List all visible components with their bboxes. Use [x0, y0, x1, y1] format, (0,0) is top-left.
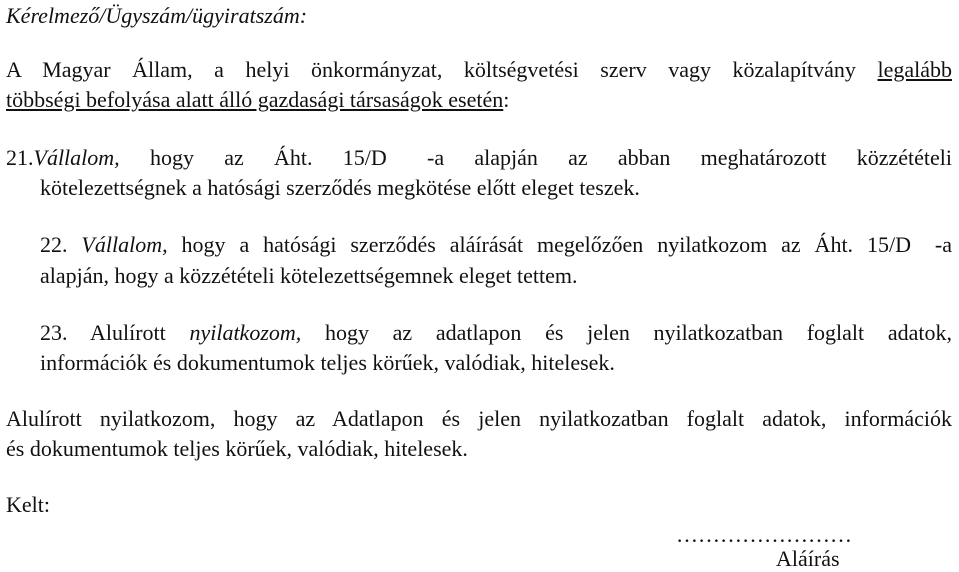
item-22-text-tail: -a — [934, 232, 952, 257]
item-21-text-tail: -a alapján az abban meghatározott közzétételi — [427, 145, 953, 170]
item-22-number: 22. — [40, 232, 68, 257]
item-23-line-1 — [40, 320, 952, 346]
item-21-line-2: kötelezettségnek a hatósági szerződés megkötése előtt eleget teszek. — [40, 175, 640, 200]
item-23-number: 23. — [40, 320, 68, 345]
item-23-text: hogy az adatlapon és jelen nyilatkozatban foglalt adatok, — [324, 320, 952, 345]
item-23-emphasis: nyilatkozom, — [189, 320, 302, 345]
item-21-text: hogy az Áht. 15/D — [149, 145, 387, 170]
item-21-line-1 — [6, 145, 952, 171]
item-22-line-1 — [40, 232, 952, 258]
signature-dotted-line: …………………… — [676, 522, 852, 547]
item-23-pre: Alulírott — [89, 320, 166, 345]
intro-underlined-word: legalább — [877, 57, 953, 82]
intro-text: A Magyar Állam, a helyi önkormányzat, költségvetési szerv vagy közalapítvány — [6, 57, 856, 82]
item-22-line-2: alapján, hogy a közzétételi kötelezettségemnek eleget tettem. — [40, 263, 578, 288]
item-23-line-2: információk és dokumentumok teljes körűek, valódiak, hitelesek. — [40, 350, 615, 375]
closing-line-1: Alulírott nyilatkozom, hogy az Adatlapon és jelen nyilatkozatban foglalt adatok, információk — [6, 406, 952, 431]
intro-line-1 — [6, 57, 952, 83]
item-22-text: hogy a hatósági szerződés aláírását megelőzően nyilatkozom az Áht. 15/D — [181, 232, 911, 257]
item-21-number: 21. — [6, 145, 34, 170]
applicant-case-number-label: Kérelmező/Ügyszám/ügyiratszám: — [6, 3, 308, 28]
signature-label: Aláírás — [776, 546, 840, 571]
intro-underlined-phrase: többségi befolyása alatt álló gazdasági társaságok esetén — [6, 87, 504, 112]
date-label: Kelt: — [6, 492, 50, 517]
intro-line-2 — [6, 87, 509, 113]
closing-line-2: és dokumentumok teljes körűek, valódiak, hitelesek. — [6, 436, 468, 461]
item-21-emphasis: Vállalom, — [33, 145, 120, 170]
item-22-emphasis: Vállalom, — [81, 232, 168, 257]
intro-colon: : — [503, 87, 510, 112]
